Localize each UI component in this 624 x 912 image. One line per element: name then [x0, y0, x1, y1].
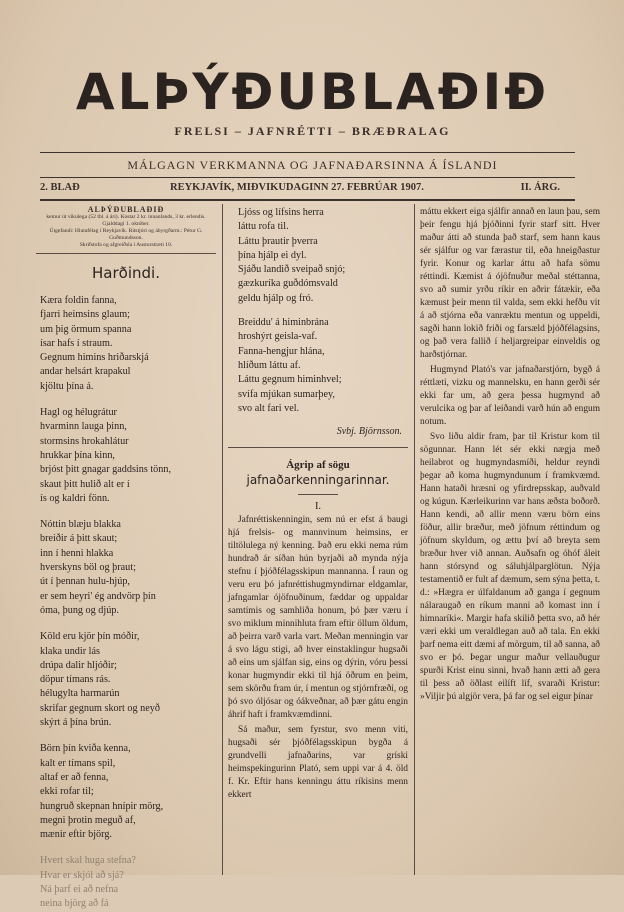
poem-line: hverskyns böl og þraut; — [40, 562, 136, 574]
article-paragraph: Jafnréttiskenningin, sem nú er efst á baugi hjá frelsis- og mannvinum heimsins, er tiltölulega ný kenning. Það eru ekki nema rúm hundrað ár síðan hún byrjaði að mynda nýja stefnu í þjóðfélagsskipun mannanna. Í raun og veru eru þó jafnréttishugmyndirnar eldgamlar, jafngamlar ójöfnuðinum, fæddar og uppaldar samtímis og samhliða honum, þó þær væru í svo miklum minnihluta fram eftir öllum öldum, að þeirra varð varla vart. Meðan menningin var á svo lágu stigi, að hver einstaklingur hugsaði að eins um sjálfan sig, eins og dýrin, vóru þessi konar hugmyndir ekki til hjá öðrum en þeim, sem skörðu fram úr, í mentun og stjórnfræði, og þó svo óljósar og óákveðnar, að þær gátu engin áhrif haft í framkvæmdinni. — [228, 515, 408, 721]
poem-line: svo alt fari vel. — [238, 402, 300, 414]
section-divider — [228, 447, 408, 448]
info-box-title: ALÞÝÐUBLAÐIÐ — [87, 205, 165, 214]
poem-line: ekki rofar til; — [40, 786, 94, 798]
poem-line: ísar hafs í straum. — [40, 337, 113, 349]
article-body — [228, 514, 408, 802]
column-left — [36, 205, 216, 910]
poem-line: breiðir á þitt skaut; — [40, 533, 118, 545]
poem-line: óma, þung og djúp. — [40, 604, 119, 616]
masthead-rule-bottom — [40, 199, 575, 201]
article-paragraph: Hugmynd Plató's var jafnaðarstjórn, bygð á réttlæti, vizku og mannelsku, en hann gerði sér ekki far um, að gera þessa hugmynd að verulcika og þar af leiðandi varð hún að engum notum. — [420, 365, 600, 427]
poem-line: út í þennan hulu-hjúp, — [40, 576, 130, 588]
poem-continuation — [238, 206, 408, 416]
poem-line: Nóttin blæju blakka — [40, 519, 121, 531]
info-box-line: Útgefandi: Hlutafélag í Reykjavík. Ritstjóri og ábyrgðarm.: Pétur G. Guðmundsson. — [49, 228, 203, 241]
poem-line: hrukkar þína kinn, — [40, 449, 115, 461]
poem-line: drúpa dalir hljóðir; — [40, 659, 117, 671]
poem-line: skrifar gegnum skort og neyð — [40, 702, 160, 714]
poem-line: Ná þarf ei að nefna — [40, 883, 119, 895]
column-divider-2 — [414, 204, 415, 875]
poem-line: Börn þín kviða kenna, — [40, 743, 131, 755]
info-box-line: Skrifstofa og afgreiðsla í Austurstræti 10. — [79, 242, 173, 248]
poem-line: megni þrotin meguð af, — [40, 814, 136, 826]
poem-line: fjarri heimsins glaum; — [40, 309, 130, 321]
poem-line: hlíðum láttu af. — [238, 359, 301, 371]
masthead-rule-middle — [40, 177, 575, 178]
poem-line: stormsins hrokahlátur — [40, 435, 129, 447]
article-paragraph: Svo liðu aldir fram, þar til Kristur kom til sögunnar. Hann lét sér ekki nægja með heilabrot og hugmyndasmíði, heldur reyndi þegar að koma hugmyndunum í framkvæmd. Hann hataði hræsni og yfirdrepsskap, auðvald og kúgun. Kærleikurinn var hans æðsta boðorð. Hann kendi, að allir menn væru börn eins föður, allir bræður, með jöfnum réttindum og jöfnum skyldum, og ættu því að breyta sem bræður hver við annan. Auðsafn og óhóf áleit hann stórsynd og sáluhjálparglötun. Nýja testamentið er fult af dæmum, sem sýna þetta, t. d.: »Hægra er úlfaldanum að ganga í gegnum nálaraugað en ríkum manni að komast inn í himnaríki«. Margir hafa skilið þetta svo, að hér væri ekki um veraldlegan auð að tala. En ekki þarf nema eitt dæmi af mörgum, til að sanna, að svo er þó. Þegar ungur maður vellauðugur spurði Krist einu sinni, hvað hann ætti að gera til þess að öðlast eilíft líf, svaraði Kristur: »Viljir þú algjör vera, þá far og sel eigur þínar — [420, 432, 600, 702]
poem-line: inn í henni hlakka — [40, 547, 114, 559]
poem-line: Hagl og hélugrátur — [40, 407, 117, 419]
poem-line: svífa mjúkan sumarþey, — [238, 388, 335, 400]
article-section-number: I. — [314, 501, 322, 513]
poem-line: ís og kaldri fönn. — [40, 492, 110, 504]
poem-line: Kæra foldin fanna, — [40, 295, 117, 306]
masthead-motto: FRELSI – JAFNRÉTTI – BRÆÐRALAG — [174, 124, 451, 138]
poem-line: hungruð skepnan hnípir mörg, — [40, 800, 164, 812]
masthead-subtitle: MÁLGAGN VERKMANNA OG JAFNAÐARSINNA Á ÍSLANDI — [127, 158, 498, 172]
poem-line: hvarminn lauga þinn, — [40, 421, 127, 433]
issue-date: REYKJAVÍK, MIÐVIKUDAGINN 27. FEBRÚAR 1907. — [170, 182, 424, 193]
poem-line: Gegnum himins hriðarskjá — [40, 352, 149, 364]
article-paragraph: máttu ekkert eiga sjálfir annað en laun þau, sem þeir fengu hjá þjóðinni fyrir starf sitt. Hver maður átti að stunda það starf, sem hann kaus sér sjálfur og var færastur til, eða hneigðastur fyrir. Konur og karlar áttu að hafa sömu réttindi. Kæmist á ójöfnuður meðal stéttanna, svo að sumir yrðu ríkir en aðrir fátækir, eða kæmust þeir menn til valda, sem ekki hefðu vit á að stjórna eða vanræktu mentun og uppeldi, sagði hann lokið friði og farsæld þjóðfélagsins, og það vera fallið í heljargreipar einveldis og harðstjórnar. — [420, 207, 600, 360]
column-right — [420, 206, 600, 875]
poem-line: er sem heyri' ég andvörp þín — [40, 590, 156, 602]
poem-line: Ljóss og lífsins herra — [238, 207, 324, 218]
poem-title: Harðindi. — [92, 264, 160, 282]
poem-stanza — [40, 742, 216, 842]
poem-line: kjöltu þína á. — [40, 380, 94, 392]
poem-line: neina björg að fá — [40, 898, 109, 910]
poem-line: kalt er tímans spil, — [40, 757, 116, 769]
poem-line: Köld eru kjör þín móðir, — [40, 631, 140, 643]
poem-line: Hvar er skjól að sjá? — [40, 869, 124, 881]
poem-stanza — [238, 316, 408, 416]
info-box-line: kemur út vikulega (52 tbl. á ári). Kostar 2 kr. innanlands, 3 kr. erlendis. Gjalddagi 1. október. — [46, 214, 206, 227]
issue-number: 2. BLAÐ — [40, 182, 80, 193]
poem-line: altaf er að fenna, — [40, 771, 109, 783]
article-title: Ágrip af sögu — [286, 459, 350, 472]
poem-line: klaka undir lás — [40, 645, 100, 657]
article-paragraph: Sá maður, sem fyrstur, svo menn viti, hugsaði sér þjóðfélagsskipun bygða á grundvelli jafnaðarins, var gríski heimspekingurinn Plató, sem uppi var á 4. öld f. Kr. Eftir hans kenningu áttu ríkisins menn ekkert — [228, 725, 408, 801]
volume-number: II. ÁRG. — [520, 182, 560, 193]
poem-line: döpur tímans rás. — [40, 674, 111, 686]
poem-line: um þig örmum spanna — [40, 323, 132, 335]
poem-faded-stanza — [40, 854, 216, 911]
poem-line: hélugylta harmarún — [40, 688, 120, 700]
poem-stanza — [40, 630, 216, 730]
column-divider-1 — [222, 204, 223, 875]
poem-signature: Svbj. Björnsson. — [336, 426, 402, 438]
title-rule — [298, 494, 338, 495]
poem-line: skýrt á þína brún. — [40, 717, 112, 729]
poem-line: brjóst þitt gnagar gaddsins tönn, — [40, 464, 172, 476]
poem-line: skaut þitt hulið alt er í — [40, 478, 130, 490]
poem-line: andar helsárt krapakul — [40, 366, 131, 378]
poem-stanza — [40, 518, 216, 618]
poem-line: láttu rofa til. — [238, 221, 289, 233]
info-box — [36, 206, 216, 254]
poem-line: Fanna-hengjur hlána, — [238, 345, 325, 357]
poem-line: Hvert skal huga stefna? — [40, 855, 136, 867]
article-body-continued — [420, 206, 600, 704]
column-middle — [228, 206, 408, 875]
poem-line: geldu hjálp og fró. — [238, 292, 314, 304]
poem-line: Breiddu' á himinbrána — [238, 317, 329, 329]
masthead-rule-top — [40, 152, 575, 153]
poem-line: hroshýrt geisla-vaf. — [238, 331, 318, 343]
poem-line: Láttu gegnum himinhvel; — [238, 374, 342, 386]
poem-stanza — [238, 206, 408, 306]
poem-stanza — [40, 406, 216, 506]
poem-harðindi — [36, 294, 216, 842]
poem-line: mænir eftir björg. — [40, 829, 112, 841]
poem-line: þína hjálp ei dyl. — [238, 249, 307, 261]
poem-line: Sjáðu landið sveipað snjó; — [238, 264, 346, 276]
article-subtitle: jafnaðarkenningarinnar. — [246, 473, 390, 488]
poem-line: gæzkuríka guðdómsvald — [238, 278, 338, 290]
poem-stanza — [40, 294, 216, 394]
masthead-title: ALÞÝÐUBLAÐIÐ — [75, 63, 550, 121]
poem-line: Láttu þrautir þverra — [238, 235, 318, 247]
dateline — [40, 182, 560, 198]
